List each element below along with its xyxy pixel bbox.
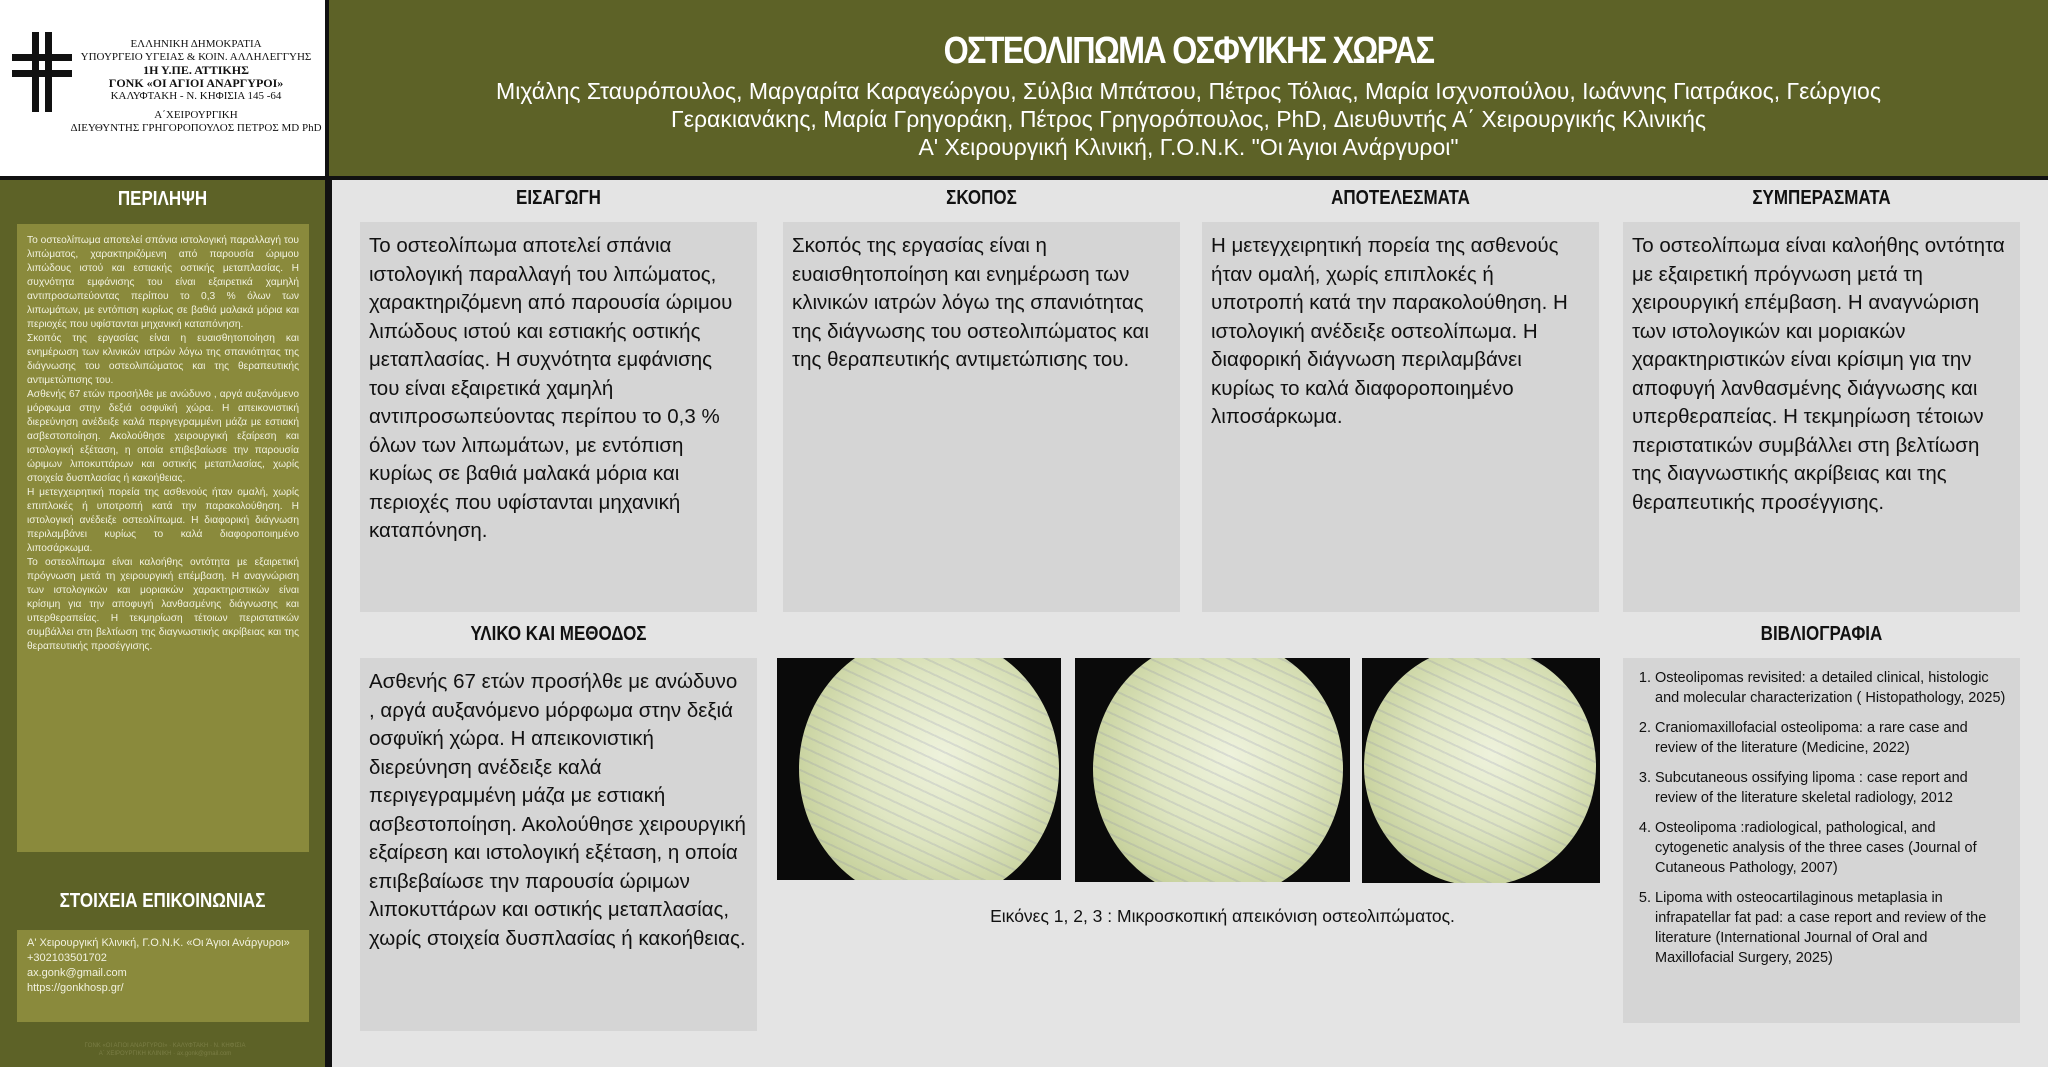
abstract-heading: ΠΕΡΙΛΗΨΗ bbox=[117, 188, 208, 210]
abstract-box bbox=[17, 224, 309, 852]
sidebar-footer-line: ΓΟΝΚ «ΟΙ ΑΓΙΟΙ ΑΝΑΡΓΥΡΟΙ» · ΚΑΛΥΦΤΑΚΗ · Ν. ΚΗΦΙΣΙΑ bbox=[84, 1043, 246, 1049]
logo-line-5: ΚΑΛΥΦΤΑΚΗ - Ν. ΚΗΦΙΣΙΑ 145 -64 bbox=[110, 90, 282, 102]
results-heading: ΑΠΟΤΕΛΕΣΜΑΤΑ bbox=[1331, 187, 1470, 209]
contact-phone: +302103501702 bbox=[27, 952, 107, 964]
poster-header bbox=[329, 0, 2048, 176]
contact-heading: ΣΤΟΙΧΕΙΑ ΕΠΙΚΟΙΝΩΝΙΑΣ bbox=[59, 890, 266, 912]
conclusions-heading: ΣΥΜΠΕΡΑΣΜΑΤΑ bbox=[1752, 187, 1891, 209]
orthodox-cross-logo-icon bbox=[12, 32, 72, 112]
logo-line-3: 1Η Υ.ΠΕ. ΑΤΤΙΚΗΣ bbox=[143, 63, 249, 77]
abstract-paragraph: Ασθενής 67 ετών προσήλθε με ανώδυνο , αργά αυξανόμενο μόρφωμα στην δεξιά οσφυϊκή χώρα. Η απεικονιστική διερεύνηση ανέδειξε καλά περιγεγραμμένη μάζα με εστιακή ασβεστοποίηση. Ακολούθησε χειρουργική εξαίρεση και ιστολογική εξέταση, η οποία επιβεβαίωσε την παρουσία ώριμων λιποκυττάρων και οστικής μεταπλασίας, χωρίς στοιχεία δυσπλασίας ή κακοήθειας. bbox=[27, 389, 299, 484]
conclusions-card bbox=[1623, 222, 2020, 612]
logo-line-6: Α΄ΧΕΙΡΟΥΡΓΙΚΗ bbox=[154, 109, 238, 121]
intro-card bbox=[360, 222, 757, 612]
sidebar bbox=[0, 180, 325, 1067]
methods-heading: ΥΛΙΚΟ ΚΑΙ ΜΕΘΟΔΟΣ bbox=[470, 623, 647, 645]
contact-website-link[interactable]: https://gonkhosp.gr/ bbox=[27, 982, 124, 994]
aim-card bbox=[783, 222, 1180, 612]
contact-box bbox=[17, 930, 309, 1022]
results-text: Η μετεγχειρητική πορεία της ασθενούς ήταν ομαλή, χωρίς επιπλοκές ή υποτροπή κατά την παρακολούθηση. Η ιστολογική ανέδειξε οστεολίπωμα. Η διαφορική διάγνωση περιλαμβάνει κυρίως το καλά διαφοροποιημένο λιποσάρκωμα. bbox=[1211, 234, 1568, 428]
results-card bbox=[1202, 222, 1599, 612]
aim-text: Σκοπός της εργασίας είναι η ευαισθητοποίηση και ενημέρωση των κλινικών ιατρών λόγω της σπανιότητας της διάγνωσης του οστεολιπώματος και της θεραπευτικής αντιμετώπισης του. bbox=[792, 234, 1149, 371]
micrograph-1 bbox=[777, 658, 1061, 880]
intro-text: Το οστεολίπωμα αποτελεί σπάνια ιστολογική παραλλαγή του λιπώματος, χαρακτηριζόμενη από παρουσία ώριμου λιπώδους ιστού και εστιακής οστικής μεταπλασίας. Η συχνότητα εμφάνισης του είναι εξαιρετικά χαμηλή αντιπροσωπεύοντας περίπου το 0,3 % όλων των λιπωμάτων, με εντόπιση κυρίως σε βαθιά μαλακά μόρια και περιοχές που υφίστανται μηχανική καταπόνηση. bbox=[369, 234, 733, 542]
reference-item: 3. Subcutaneous ossifying lipoma : case report and review of the literature skeletal radiology, 2012 bbox=[1655, 768, 2010, 808]
logo-line-1: ΕΛΛΗΝΙΚΗ ΔΗΜΟΚΡΑΤΙΑ bbox=[130, 38, 262, 50]
abstract-paragraph: Το οστεολίπωμα είναι καλοήθης οντότητα με εξαιρετική πρόγνωση μετά τη χειρουργική επέμβαση. Η αναγνώριση των ιστολογικών και μοριακών χαρακτηριστικών είναι κρίσιμη για την αποφυγή λανθασμένης διάγνωσης και υπερθεραπείας. Η τεκμηρίωση τέτοιων περιστατικών συμβάλλει στη βελτίωση της διαγνωστικής ακρίβειας και της θεραπευτικής προσέγγισης. bbox=[27, 557, 299, 652]
micrograph-2 bbox=[1075, 658, 1350, 882]
sidebar-footer bbox=[60, 1042, 270, 1058]
hospital-identity bbox=[70, 38, 322, 135]
abstract-paragraph: Σκοπός της εργασίας είναι η ευαισθητοποίηση και ενημέρωση των κλινικών ιατρών λόγω της σπανιότητας της διάγνωσης του οστεολιπώματος και της θεραπευτικής αντιμετώπισης του. bbox=[27, 333, 299, 386]
poster-institution: Α' Χειρουργική Κλινική, Γ.Ο.Ν.Κ. "Οι Άγιοι Ανάργυροι" bbox=[918, 134, 1459, 160]
methods-text: Ασθενής 67 ετών προσήλθε με ανώδυνο , αργά αυξανόμενο μόρφωμα στην δεξιά οσφυϊκή χώρα. Η απεικονιστική διερεύνηση ανέδειξε καλά περιγεγραμμένη μάζα με εστιακή ασβεστοποίηση. Ακολούθησε χειρουργική εξαίρεση και ιστολογική εξέταση, η οποία επιβεβαίωσε την παρουσία ώριμων λιποκυττάρων και οστικής μεταπλασίας, χωρίς στοιχεία δυσπλασίας ή κακοήθειας. bbox=[369, 670, 746, 950]
sidebar-footer-line: Α΄ ΧΕΙΡΟΥΡΓΙΚΗ ΚΛΙΝΙΚΗ · ax.gonk@gmail.com bbox=[98, 1051, 232, 1057]
reference-item: 1. Osteolipomas revisited: a detailed clinical, histologic and molecular characterization ( Histopathology, 2025) bbox=[1655, 668, 2010, 708]
reference-item: 5. Lipoma with osteocartilaginous metaplasia in infrapatellar fat pad: a case report and review of the literature (International Journal of Oral and Maxillofacial Surgery, 2025) bbox=[1655, 888, 2010, 968]
poster-title: ΟΣΤΕΟΛΙΠΩΜΑ ΟΣΦΥΙΚΗΣ ΧΩΡΑΣ bbox=[943, 30, 1434, 72]
abstract-paragraph: Το οστεολίπωμα αποτελεί σπάνια ιστολογική παραλλαγή του λιπώματος, χαρακτηριζόμενη από παρουσία ώριμου λιπώδους ιστού και εστιακής οστικής μεταπλασίας. Η συχνότητα εμφάνισης του είναι εξαιρετικά χαμηλή αντιπροσωπεύοντας περίπου το 0,3 % όλων των λιπωμάτων, με εντόπιση κυρίως σε βαθιά μαλακά μόρια και περιοχές που υφίστανται μηχανική καταπόνηση. bbox=[27, 235, 299, 330]
figures-caption: Εικόνες 1, 2, 3 : Μικροσκοπική απεικόνιση οστεολιπώματος. bbox=[990, 906, 1455, 926]
references-heading: ΒΙΒΛΙΟΓΡΑΦΙΑ bbox=[1760, 623, 1883, 645]
logo-line-7: ΔΙΕΥΘΥΝΤΗΣ ΓΡΗΓΟΡΟΠΟΥΛΟΣ ΠΕΤΡΟΣ MD PhD bbox=[70, 122, 322, 134]
logo-line-2: ΥΠΟΥΡΓΕΙΟ ΥΓΕΙΑΣ & ΚΟΙΝ. ΑΛΛΗΛΕΓΓΥΗΣ bbox=[80, 51, 312, 63]
poster-authors: Μιχάλης Σταυρόπουλος, Μαργαρίτα Καραγεώργου, Σύλβια Μπάτσου, Πέτρος Τόλιας, Μαρία Ισχνοπούλου, Ιωάννης Γιατράκος, Γεώργιος Γερακιανάκης, Μαρία Γρηγοράκη, Πέτρος Γρηγορόπουλος, PhD, Διευθυντής Α΄ Χειρουργικής Κλινικής bbox=[496, 78, 1881, 132]
logo-box bbox=[0, 0, 325, 176]
methods-card bbox=[360, 658, 757, 1031]
intro-heading: ΕΙΣΑΓΩΓΗ bbox=[516, 187, 601, 209]
micrograph-3 bbox=[1362, 658, 1600, 883]
logo-line-4: ΓΟΝΚ «ΟΙ ΑΓΙΟΙ ΑΝΑΡΓΥΡΟΙ» bbox=[108, 76, 284, 90]
aim-heading: ΣΚΟΠΟΣ bbox=[946, 187, 1017, 209]
contact-clinic: Α' Χειρουργική Κλινική, Γ.Ο.Ν.Κ. «Οι Άγιοι Ανάργυροι» bbox=[27, 937, 290, 949]
conclusions-text: Το οστεολίπωμα είναι καλοήθης οντότητα με εξαιρετική πρόγνωση μετά τη χειρουργική επέμβαση. Η αναγνώριση των ιστολογικών και μοριακών χαρακτηριστικών είναι κρίσιμη για την αποφυγή λανθασμένης διάγνωσης και υπερθεραπείας. Η τεκμηρίωση τέτοιων περιστατικών συμβάλλει στη βελτίωση της διαγνωστικής ακρίβειας και της θεραπευτικής προσέγγισης. bbox=[1632, 234, 2005, 514]
reference-item: 4. Osteolipoma :radiological, pathological, and cytogenetic analysis of the three cases (Journal of Cutaneous Pathology, 2007) bbox=[1655, 818, 2010, 878]
references-card bbox=[1623, 658, 2020, 1023]
references-list bbox=[1633, 668, 2010, 968]
reference-item: 2. Craniomaxillofacial osteolipoma: a rare case and review of the literature (Medicine, 2022) bbox=[1655, 718, 2010, 758]
contact-email[interactable]: ax.gonk@gmail.com bbox=[27, 967, 127, 979]
abstract-paragraph: Η μετεγχειρητική πορεία της ασθενούς ήταν ομαλή, χωρίς επιπλοκές ή υποτροπή κατά την παρακολούθηση. Η ιστολογική ανέδειξε οστεολίπωμα. Η διαφορική διάγνωση περιλαμβάνει κυρίως το καλά διαφοροποιημένο λιποσάρκωμα. bbox=[27, 487, 299, 554]
